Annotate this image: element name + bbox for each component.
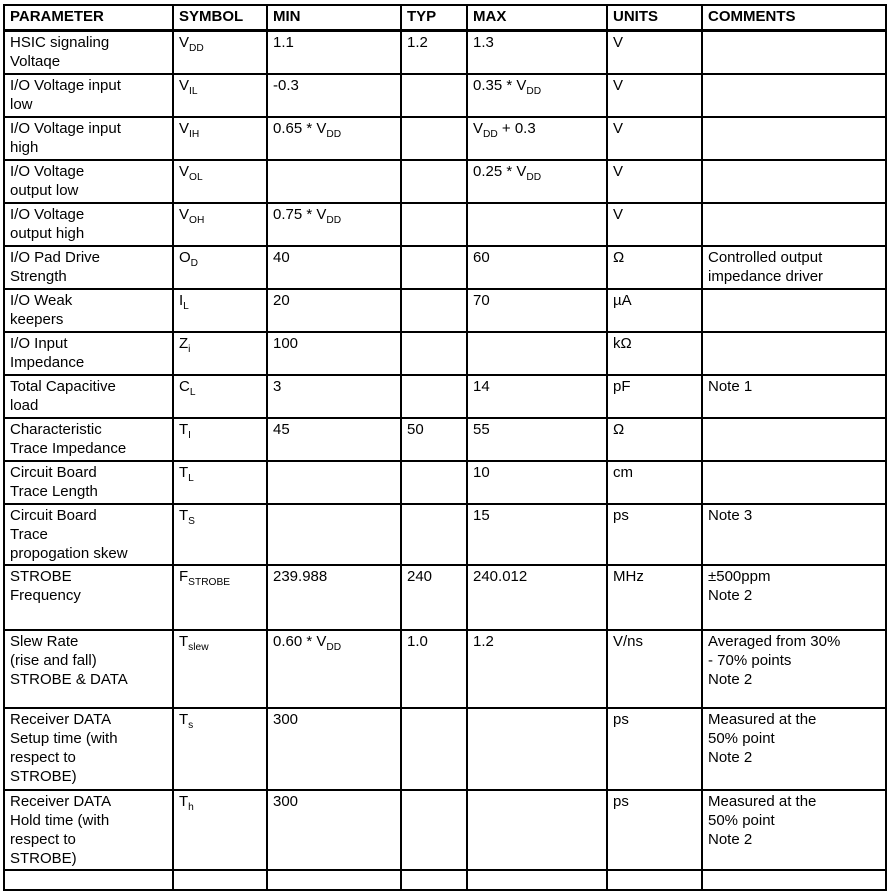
column-header-comments: COMMENTS bbox=[702, 5, 886, 31]
cell-comments bbox=[702, 870, 886, 890]
cell-comments bbox=[702, 418, 886, 461]
cell-typ bbox=[401, 708, 467, 790]
cell-min: 3 bbox=[267, 375, 401, 418]
cell-comments bbox=[702, 461, 886, 504]
cell-units bbox=[607, 870, 702, 890]
cell-comments bbox=[702, 160, 886, 203]
cell-typ bbox=[401, 160, 467, 203]
cell-typ bbox=[401, 790, 467, 870]
cell-min: 300 bbox=[267, 708, 401, 790]
cell-units: pF bbox=[607, 375, 702, 418]
cell-min: 40 bbox=[267, 246, 401, 289]
cell-parameter: STROBE Frequency bbox=[4, 565, 173, 630]
cell-max bbox=[467, 332, 607, 375]
cell-parameter: I/O Voltage input high bbox=[4, 117, 173, 160]
cell-parameter: Receiver DATA Setup time (with respect to STROBE) bbox=[4, 708, 173, 790]
cell-max: 15 bbox=[467, 504, 607, 565]
cell-max bbox=[467, 203, 607, 246]
cell-typ bbox=[401, 375, 467, 418]
column-header-symbol: SYMBOL bbox=[173, 5, 267, 31]
cell-parameter: Total Capacitive load bbox=[4, 375, 173, 418]
cell-max bbox=[467, 708, 607, 790]
table-body bbox=[4, 31, 886, 890]
cell-units: MHz bbox=[607, 565, 702, 630]
table-header bbox=[4, 5, 886, 31]
cell-min bbox=[267, 504, 401, 565]
cell-parameter: I/O Pad Drive Strength bbox=[4, 246, 173, 289]
cell-comments: Controlled output impedance driver bbox=[702, 246, 886, 289]
cell-comments bbox=[702, 117, 886, 160]
cell-symbol: $T_S$ bbox=[173, 504, 267, 565]
cell-max: $0.35 * V_{DD}$ bbox=[467, 74, 607, 117]
cell-max: 1.2 bbox=[467, 630, 607, 708]
cell-min bbox=[267, 160, 401, 203]
table-row bbox=[4, 160, 886, 203]
cell-symbol: $V_{IH}$ bbox=[173, 117, 267, 160]
cell-units: V bbox=[607, 203, 702, 246]
cell-min: 300 bbox=[267, 790, 401, 870]
cell-parameter: HSIC signaling Voltaqe bbox=[4, 31, 173, 74]
cell-max: $V_{DD} + 0.3$ bbox=[467, 117, 607, 160]
cell-units: ps bbox=[607, 708, 702, 790]
table-row bbox=[4, 117, 886, 160]
cell-symbol: $C_L$ bbox=[173, 375, 267, 418]
cell-max: 14 bbox=[467, 375, 607, 418]
cell-max: 1.3 bbox=[467, 31, 607, 74]
cell-comments bbox=[702, 74, 886, 117]
cell-typ bbox=[401, 117, 467, 160]
cell-max: 10 bbox=[467, 461, 607, 504]
table-row bbox=[4, 203, 886, 246]
cell-units: V bbox=[607, 74, 702, 117]
table-row bbox=[4, 418, 886, 461]
cell-typ bbox=[401, 289, 467, 332]
cell-symbol: $T_s$ bbox=[173, 708, 267, 790]
cell-units: ps bbox=[607, 504, 702, 565]
cell-parameter bbox=[4, 870, 173, 890]
table-row bbox=[4, 630, 886, 708]
cell-symbol: $V_{OL}$ bbox=[173, 160, 267, 203]
cell-symbol bbox=[173, 870, 267, 890]
cell-max: $0.25 * V_{DD}$ bbox=[467, 160, 607, 203]
cell-comments bbox=[702, 203, 886, 246]
column-header-max: MAX bbox=[467, 5, 607, 31]
cell-symbol: $O_D$ bbox=[173, 246, 267, 289]
cell-min: $0.65 * V_{DD}$ bbox=[267, 117, 401, 160]
cell-parameter: I/O Weak keepers bbox=[4, 289, 173, 332]
cell-min bbox=[267, 870, 401, 890]
table-row bbox=[4, 375, 886, 418]
table-row bbox=[4, 74, 886, 117]
header-row bbox=[4, 5, 886, 31]
cell-typ: 50 bbox=[401, 418, 467, 461]
cell-comments: Note 1 bbox=[702, 375, 886, 418]
cell-min bbox=[267, 461, 401, 504]
cell-parameter: I/O Voltage input low bbox=[4, 74, 173, 117]
table-row bbox=[4, 790, 886, 870]
cell-max bbox=[467, 870, 607, 890]
table-row bbox=[4, 708, 886, 790]
cell-min: $0.75 * V_{DD}$ bbox=[267, 203, 401, 246]
cell-parameter: Circuit Board Trace propogation skew bbox=[4, 504, 173, 565]
cell-comments: ±500ppm Note 2 bbox=[702, 565, 886, 630]
cell-parameter: Circuit Board Trace Length bbox=[4, 461, 173, 504]
cell-symbol: $T_L$ bbox=[173, 461, 267, 504]
cell-max: 70 bbox=[467, 289, 607, 332]
cell-min: 20 bbox=[267, 289, 401, 332]
cell-typ bbox=[401, 504, 467, 565]
cell-symbol: $T_{slew}$ bbox=[173, 630, 267, 708]
cell-comments bbox=[702, 332, 886, 375]
cell-symbol: $V_{OH}$ bbox=[173, 203, 267, 246]
cell-max: 55 bbox=[467, 418, 607, 461]
cell-typ: 1.2 bbox=[401, 31, 467, 74]
cell-max bbox=[467, 790, 607, 870]
cell-units: kΩ bbox=[607, 332, 702, 375]
cell-parameter: Characteristic Trace Impedance bbox=[4, 418, 173, 461]
cell-comments: Averaged from 30% - 70% points Note 2 bbox=[702, 630, 886, 708]
cell-units: Ω bbox=[607, 246, 702, 289]
column-header-units: UNITS bbox=[607, 5, 702, 31]
cell-units: V bbox=[607, 160, 702, 203]
cell-typ: 240 bbox=[401, 565, 467, 630]
cell-parameter: I/O Voltage output low bbox=[4, 160, 173, 203]
cell-units: V/ns bbox=[607, 630, 702, 708]
cell-min: 100 bbox=[267, 332, 401, 375]
table-row bbox=[4, 504, 886, 565]
table-row bbox=[4, 870, 886, 890]
cell-parameter: I/O Voltage output high bbox=[4, 203, 173, 246]
cell-min: 45 bbox=[267, 418, 401, 461]
cell-comments: Note 3 bbox=[702, 504, 886, 565]
cell-units: µA bbox=[607, 289, 702, 332]
cell-symbol: $V_{DD}$ bbox=[173, 31, 267, 74]
cell-typ bbox=[401, 332, 467, 375]
cell-parameter: I/O Input Impedance bbox=[4, 332, 173, 375]
cell-units: cm bbox=[607, 461, 702, 504]
cell-min: 239.988 bbox=[267, 565, 401, 630]
cell-symbol: $T_h$ bbox=[173, 790, 267, 870]
cell-comments bbox=[702, 31, 886, 74]
cell-comments: Measured at the 50% point Note 2 bbox=[702, 790, 886, 870]
cell-typ bbox=[401, 203, 467, 246]
column-header-min: MIN bbox=[267, 5, 401, 31]
cell-typ bbox=[401, 74, 467, 117]
table-row bbox=[4, 289, 886, 332]
table-row bbox=[4, 31, 886, 74]
cell-comments: Measured at the 50% point Note 2 bbox=[702, 708, 886, 790]
cell-units: Ω bbox=[607, 418, 702, 461]
cell-symbol: $T_I$ bbox=[173, 418, 267, 461]
cell-min: -0.3 bbox=[267, 74, 401, 117]
cell-parameter: Slew Rate (rise and fall) STROBE & DATA bbox=[4, 630, 173, 708]
table-row bbox=[4, 565, 886, 630]
cell-symbol: $F_{STROBE}$ bbox=[173, 565, 267, 630]
cell-typ: 1.0 bbox=[401, 630, 467, 708]
cell-symbol: $V_{IL}$ bbox=[173, 74, 267, 117]
cell-comments bbox=[702, 289, 886, 332]
cell-units: V bbox=[607, 117, 702, 160]
table-row bbox=[4, 332, 886, 375]
cell-units: ps bbox=[607, 790, 702, 870]
cell-min: $0.60 * V_{DD}$ bbox=[267, 630, 401, 708]
cell-max: 240.012 bbox=[467, 565, 607, 630]
spec-table-container bbox=[3, 4, 886, 891]
column-header-parameter: PARAMETER bbox=[4, 5, 173, 31]
parameter-spec-table bbox=[3, 4, 887, 891]
cell-typ bbox=[401, 870, 467, 890]
cell-min: 1.1 bbox=[267, 31, 401, 74]
cell-parameter: Receiver DATA Hold time (with respect to STROBE) bbox=[4, 790, 173, 870]
cell-typ bbox=[401, 461, 467, 504]
table-row bbox=[4, 246, 886, 289]
cell-symbol: $I_L$ bbox=[173, 289, 267, 332]
cell-symbol: $Z_i$ bbox=[173, 332, 267, 375]
cell-units: V bbox=[607, 31, 702, 74]
cell-max: 60 bbox=[467, 246, 607, 289]
cell-typ bbox=[401, 246, 467, 289]
column-header-typ: TYP bbox=[401, 5, 467, 31]
table-row bbox=[4, 461, 886, 504]
